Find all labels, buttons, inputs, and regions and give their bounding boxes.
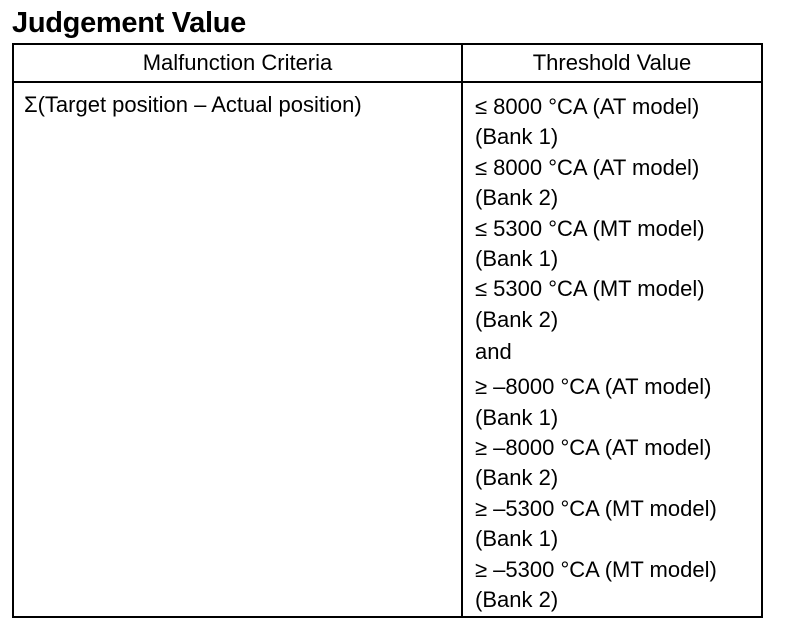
threshold-line: ≥ –5300 °CA (MT model) bbox=[475, 556, 717, 582]
threshold-line: (Bank 1) bbox=[475, 404, 559, 430]
threshold-line: ≥ –8000 °CA (AT model) bbox=[475, 435, 712, 461]
threshold-line: ≥ –5300 °CA (MT model) bbox=[475, 495, 717, 521]
threshold-line: ≤ 8000 °CA (AT model) bbox=[475, 94, 700, 119]
threshold-line: (Bank 2) bbox=[475, 306, 559, 332]
table-header-row bbox=[13, 44, 762, 82]
table-row bbox=[13, 82, 762, 617]
threshold-line: ≤ 8000 °CA (AT model) bbox=[475, 154, 700, 180]
threshold-line: ≥ –8000 °CA (AT model) bbox=[475, 374, 712, 400]
threshold-line: (Bank 2) bbox=[475, 185, 559, 211]
threshold-line: (Bank 1) bbox=[475, 246, 559, 272]
column-header-malfunction-criteria: Malfunction Criteria bbox=[13, 44, 462, 82]
criteria-text: Σ(Target position – Actual position) bbox=[24, 92, 362, 117]
conjunction-label: and bbox=[475, 339, 512, 365]
judgement-table bbox=[12, 43, 763, 618]
threshold-line: (Bank 2) bbox=[475, 587, 559, 613]
threshold-line: (Bank 1) bbox=[475, 526, 559, 552]
threshold-cell bbox=[462, 82, 762, 617]
threshold-line: ≤ 5300 °CA (MT model) bbox=[475, 276, 705, 302]
threshold-line: (Bank 1) bbox=[475, 124, 559, 150]
threshold-line: (Bank 2) bbox=[475, 465, 559, 491]
column-header-threshold-value: Threshold Value bbox=[462, 44, 762, 82]
threshold-list bbox=[463, 83, 761, 616]
page-title: Judgement Value bbox=[12, 7, 247, 39]
criteria-cell bbox=[13, 82, 462, 617]
threshold-line: ≤ 5300 °CA (MT model) bbox=[475, 215, 705, 241]
